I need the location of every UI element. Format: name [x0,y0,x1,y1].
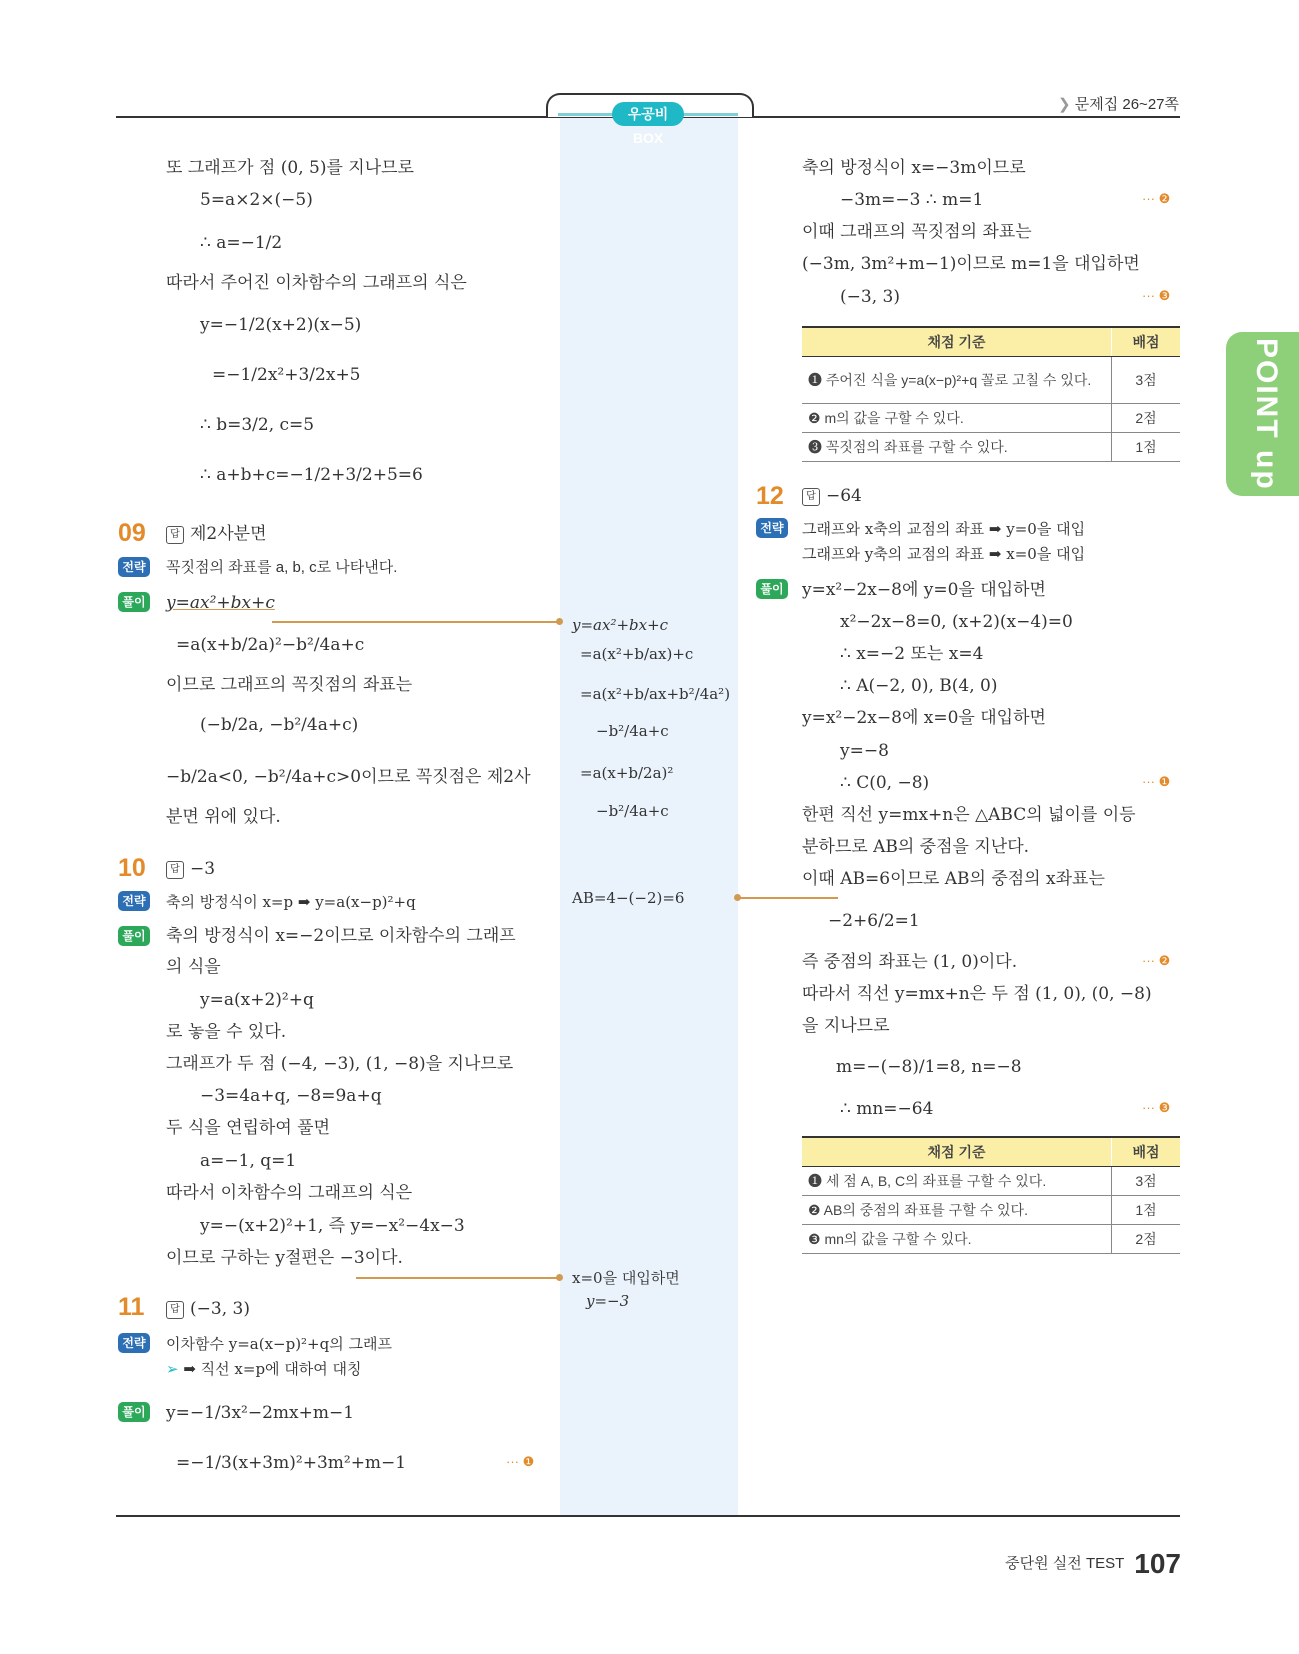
point-up-tab: POINT up [1226,332,1299,496]
section-title: 중단원 실전 TEST [1005,1554,1125,1572]
table-row [802,1225,1180,1254]
reference-link[interactable]: ❯ 문제집 26~27쪽 [1057,96,1179,113]
strategy-text: 그래프와 y축의 교점의 좌표 ➡ x=0을 대입 [802,545,1086,563]
page-number: 107 [1134,1548,1181,1579]
math-line: =−1/2x²+3/2x+5 [212,365,361,385]
table-row [802,404,1180,433]
math-line: ∴ a=−1/2 [200,233,283,253]
text-line: 따라서 직선 y=mx+n은 두 점 (1, 0), (0, −8) [802,984,1152,1004]
text-line: 이므로 구하는 y절편은 −3이다. [166,1248,403,1268]
text-line: 분면 위에 있다. [166,807,281,827]
grading-table [802,1136,1180,1254]
box-math: −b²/4a+c [596,802,669,820]
math-line: (−3, 3) [840,287,900,307]
connector-dot [556,1274,563,1281]
text-line: 축의 방정식이 x=−3m이므로 [802,158,1026,178]
answer-icon: 답 [166,861,184,879]
math-line: ∴ a+b+c=−1/2+3/2+5=6 [200,465,423,485]
table-row [802,1196,1180,1225]
connector-line [356,1277,560,1279]
table-cell: 1점 [1112,1196,1181,1225]
math-line: ∴ b=3/2, c=5 [200,415,315,435]
math-line: y=−1/3x²−2mx+m−1 [166,1403,355,1423]
math-line: x²−2x−8=0, (x+2)(x−4)=0 [840,612,1073,632]
box-math: −b²/4a+c [596,722,669,740]
table-cell: ❶ 세 점 A, B, C의 좌표를 구할 수 있다. [802,1167,1112,1196]
text-line: 이때 AB=6이므로 AB의 중점의 x좌표는 [802,869,1105,889]
box-text: x=0을 대입하면 [572,1269,680,1287]
math-line: =a(x+b/2a)²−b²/4a+c [176,635,365,655]
math-line: −3m=−3 ∴ m=1 [840,190,984,210]
strategy-text: 이차함수 y=a(x−p)²+q의 그래프 [166,1335,392,1353]
table-header: 채점 기준 [802,1137,1112,1167]
connector-line [272,621,560,623]
table-cell: ❸ 꼭짓점의 좌표를 구할 수 있다. [802,433,1112,462]
table-header: 채점 기준 [802,327,1112,357]
text-line: 분하므로 AB의 중점을 지난다. [802,837,1030,857]
math-line: m=−(−8)/1=8, n=−8 [836,1057,1022,1077]
text-line: (−3m, 3m²+m−1)이므로 m=1을 대입하면 [802,254,1140,274]
table-cell: 3점 [1112,357,1181,404]
strategy-label: 전략 [118,1333,150,1353]
text-line: 로 놓을 수 있다. [166,1022,287,1042]
table-cell: ❸ mn의 값을 구할 수 있다. [802,1225,1112,1254]
math-line: a=−1, q=1 [200,1151,297,1171]
text-line: 따라서 이차함수의 그래프의 식은 [166,1183,413,1203]
text-line: 의 식을 [166,957,221,977]
strategy-label: 전략 [118,891,150,911]
box-math: y=ax²+bx+c [572,616,669,634]
math-line: ∴ A(−2, 0), B(4, 0) [840,676,998,696]
text-line: y=x²−2x−8에 x=0을 대입하면 [802,708,1046,728]
score-mark: ··· ❸ [1142,288,1171,303]
answer-icon: 답 [166,526,184,544]
text-line: y=x²−2x−8에 y=0을 대입하면 [802,580,1046,600]
text-line: 한편 직선 y=mx+n은 △ABC의 넓이를 이등 [802,805,1136,825]
connector-dot [734,894,741,901]
score-mark: ··· ❶ [1142,774,1171,789]
text-line: 이때 그래프의 꼭짓점의 좌표는 [802,222,1032,242]
answer: 답 제2사분면 [166,523,267,545]
box-badge: 우공비 BOX [612,102,684,126]
box-math: =a(x²+b/ax)+c [580,645,694,663]
table-cell: ❷ AB의 중점의 좌표를 구할 수 있다. [802,1196,1112,1225]
text-line: 또 그래프가 점 (0, 5)를 지나므로 [166,158,414,178]
box-math: y=−3 [586,1292,630,1310]
table-cell: 3점 [1112,1167,1181,1196]
score-mark: ··· ❷ [1142,953,1171,968]
score-mark: ··· ❷ [1142,191,1171,206]
page-footer [1005,1548,1181,1580]
strategy-text: ➢ ➡ 직선 x=p에 대하여 대칭 [166,1360,362,1378]
score-mark: ··· ❸ [1142,1100,1171,1115]
strategy-text: 그래프와 x축의 교점의 좌표 ➡ y=0을 대입 [802,520,1086,538]
strategy-label: 전략 [118,557,150,577]
answer-icon: 답 [802,488,820,506]
problem-number: 12 [756,482,784,510]
math-line: y=−8 [840,741,889,761]
table-cell: 2점 [1112,404,1181,433]
answer: 답 −3 [166,858,215,880]
math-line: −3=4a+q, −8=9a+q [200,1086,382,1106]
table-header: 배점 [1112,1137,1181,1167]
math-line: y=−(x+2)²+1, 즉 y=−x²−4x−3 [200,1216,465,1236]
math-line: (−b/2a, −b²/4a+c) [200,715,359,735]
strategy-text: 축의 방정식이 x=p ➡ y=a(x−p)²+q [166,893,416,911]
table-row [802,433,1180,462]
strategy-label: 전략 [756,518,788,538]
reference-text: 문제집 26~27쪽 [1074,96,1179,113]
grading-table [802,326,1180,462]
math-line: y=−1/2(x+2)(x−5) [200,315,362,335]
math-line: ∴ x=−2 또는 x=4 [840,644,984,664]
answer: 답 (−3, 3) [166,1298,250,1320]
box-math: AB=4−(−2)=6 [572,889,685,907]
table-header: 배점 [1112,327,1181,357]
box-math: =a(x+b/2a)² [580,764,674,782]
connector-line [738,897,838,899]
table-cell: ❶ 주어진 식을 y=a(x−p)²+q 꼴로 고칠 수 있다. [802,357,1112,404]
table-row [802,357,1180,404]
text-line: 이므로 그래프의 꼭짓점의 좌표는 [166,675,413,695]
table-cell: 1점 [1112,433,1181,462]
math-line: 5=a×2×(−5) [200,190,313,210]
text-line: 을 지나므로 [802,1016,890,1036]
bottom-rule [116,1515,1180,1517]
math-line: y=ax²+bx+c [166,593,275,613]
math-line: −2+6/2=1 [828,911,920,931]
math-line: ∴ C(0, −8) [840,773,930,793]
connector-dot [556,618,563,625]
solution-label: 풀이 [118,926,150,946]
text-line: 축의 방정식이 x=−2이므로 이차함수의 그래프 [166,926,516,946]
math-line: ∴ mn=−64 [840,1099,934,1119]
table-cell: ❷ m의 값을 구할 수 있다. [802,404,1112,433]
answer: 답 −64 [802,485,862,507]
score-mark: ··· ❶ [506,1454,535,1469]
problem-number: 11 [118,1293,145,1321]
table-row [802,1167,1180,1196]
table-cell: 2점 [1112,1225,1181,1254]
box-math: =a(x²+b/ax+b²/4a²) [580,685,731,703]
solution-label: 풀이 [118,1402,150,1422]
text-line: 따라서 주어진 이차함수의 그래프의 식은 [166,273,467,293]
problem-number: 09 [118,519,146,547]
text-line: 즉 중점의 좌표는 (1, 0)이다. [802,952,1018,972]
text-line: 두 식을 연립하여 풀면 [166,1118,331,1138]
text-line: −b/2a<0, −b²/4a+c>0이므로 꼭짓점은 제2사 [166,767,531,787]
math-line: =−1/3(x+3m)²+3m²+m−1 [176,1453,407,1473]
strategy-text: 꼭짓점의 좌표를 a, b, c로 나타낸다. [166,559,398,576]
solution-label: 풀이 [756,579,788,599]
math-line: y=a(x+2)²+q [200,990,314,1010]
problem-number: 10 [118,854,146,882]
text-line: 그래프가 두 점 (−4, −3), (1, −8)을 지나므로 [166,1054,514,1074]
answer-icon: 답 [166,1301,184,1319]
solution-label: 풀이 [118,592,150,612]
